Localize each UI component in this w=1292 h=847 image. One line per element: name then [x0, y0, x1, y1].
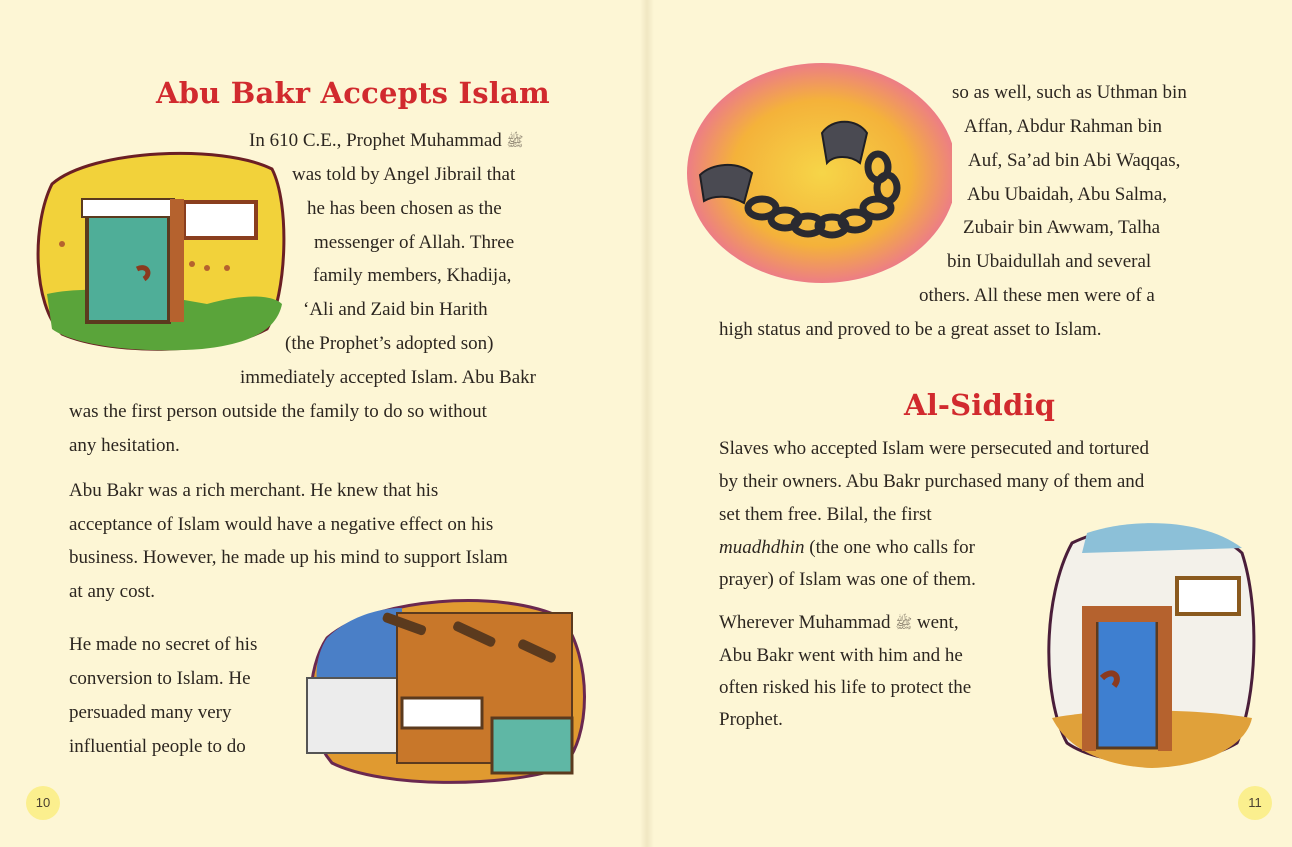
broken-chains-illustration: [682, 63, 952, 288]
text-line: (the Prophet’s adopted son): [285, 333, 494, 354]
text-line: acceptance of Islam would have a negative effect on his: [69, 514, 494, 535]
text-line: any hesitation.: [69, 435, 180, 456]
page-number-right: 11: [1238, 786, 1272, 820]
text-line: Wherever Muhammad: [719, 612, 891, 633]
salutation-glyph: ﷺ: [895, 617, 913, 632]
text-line: so as well, such as Uthman bin: [952, 82, 1187, 103]
text-line: Slaves who accepted Islam were persecuted and tortured: [719, 438, 1149, 459]
text-line: Abu Bakr went with him and he: [719, 645, 963, 666]
text-line: messenger of Allah. Three: [314, 232, 515, 253]
text-line: Abu Ubaidah, Abu Salma,: [967, 184, 1168, 205]
text-line: Prophet.: [719, 709, 783, 730]
text-line: In 610 C.E., Prophet Muhammad: [249, 130, 502, 151]
text-line: high status and proved to be a great asset to Islam.: [719, 319, 1102, 340]
text-line: Zubair bin Awwam, Talha: [963, 217, 1161, 238]
salutation-glyph: ﷺ: [506, 135, 524, 150]
text-line: ‘Ali and Zaid bin Harith: [303, 299, 488, 320]
house-green-door-illustration: [32, 144, 290, 356]
text-line: Abu Bakr was a rich merchant. He knew that his: [69, 480, 439, 501]
city-buildings-illustration: [302, 588, 592, 788]
text-line: prayer) of Islam was one of them.: [719, 569, 976, 590]
text-line: set them free. Bilal, the first: [719, 504, 932, 525]
text-line: often risked his life to protect the: [719, 677, 972, 698]
text-line: by their owners. Abu Bakr purchased many of them and: [719, 471, 1145, 492]
text-line: others. All these men were of a: [919, 285, 1155, 306]
text-line: he has been chosen as the: [307, 198, 502, 219]
italic-term: muadhdhin: [719, 537, 805, 558]
text-line: influential people to do: [69, 736, 246, 757]
text-line: He made no secret of his: [69, 634, 258, 655]
text-line: went,: [912, 612, 959, 633]
text-line: family members, Khadija,: [313, 265, 512, 286]
text-line: immediately accepted Islam. Abu Bakr: [240, 367, 536, 388]
text-line: was told by Angel Jibrail that: [292, 164, 516, 185]
text-line: persuaded many very: [69, 702, 232, 723]
text-line: business. However, he made up his mind to support Islam: [69, 547, 508, 568]
text-line: was the first person outside the family to do so without: [69, 401, 487, 422]
text-line: conversion to Islam. He: [69, 668, 251, 689]
text-line: Affan, Abdur Rahman bin: [964, 116, 1163, 137]
right-page-title: Al-Siddiq: [904, 388, 1056, 422]
text-line: at any cost.: [69, 581, 156, 602]
text-line: Auf, Sa’ad bin Abi Waqqas,: [968, 150, 1181, 171]
left-page-title: Abu Bakr Accepts Islam: [156, 76, 550, 110]
house-blue-door-illustration: [1042, 518, 1260, 770]
page-gutter: [640, 0, 654, 847]
page-number-left: 10: [26, 786, 60, 820]
text-line: bin Ubaidullah and several: [947, 251, 1152, 272]
text-line: (the one who calls for: [804, 537, 975, 558]
